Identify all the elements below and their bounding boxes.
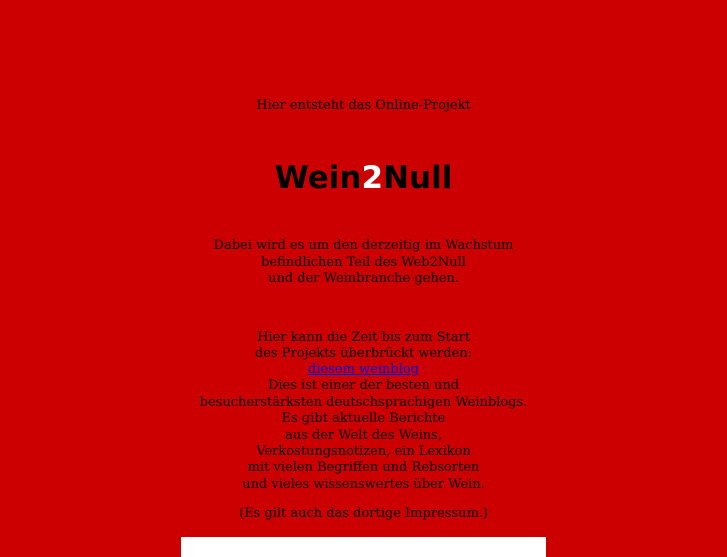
waiting-line-6: aus der Welt des Weins, <box>285 428 442 443</box>
title-part-wein: Wein <box>274 160 362 196</box>
waiting-line-7: Verkostungsnotizen, ein Lexikon <box>256 444 471 459</box>
waiting-line-5: Es gibt aktuelle Berichte <box>281 411 446 426</box>
waiting-line-2: des Projekts überbrückt werden: <box>254 346 473 361</box>
waiting-line-9: und vieles wissenswertes über Wein. <box>242 477 485 492</box>
waiting-line-1: Hier kann die Zeit bis zum Start <box>257 330 470 345</box>
footer-box <box>181 537 546 557</box>
title-part-two: 2 <box>361 160 384 196</box>
intro-text: Hier entsteht das Online-Projekt <box>256 98 471 113</box>
weinblog-link-line <box>0 362 727 378</box>
waiting-line-4: besucherstärksten deutschsprachigen Weinblogs. <box>199 395 528 410</box>
title-part-null: Null <box>383 160 453 196</box>
imprint-note: (Es gilt auch das dortige Impressum.) <box>239 506 488 521</box>
description-line-3: und der Weinbranche gehen. <box>268 271 459 286</box>
description-line-2: befindlichen Teil des Web2Null <box>261 255 466 270</box>
description-line-1: Dabei wird es um den derzeitig im Wachstum <box>213 238 514 253</box>
waiting-line-3: Dies ist einer der besten und <box>267 378 460 393</box>
weinblog-link[interactable]: diesem weinblog <box>308 362 419 377</box>
site-title <box>0 160 727 196</box>
waiting-line-8: mit vielen Begriffen und Rebsorten <box>247 460 480 475</box>
